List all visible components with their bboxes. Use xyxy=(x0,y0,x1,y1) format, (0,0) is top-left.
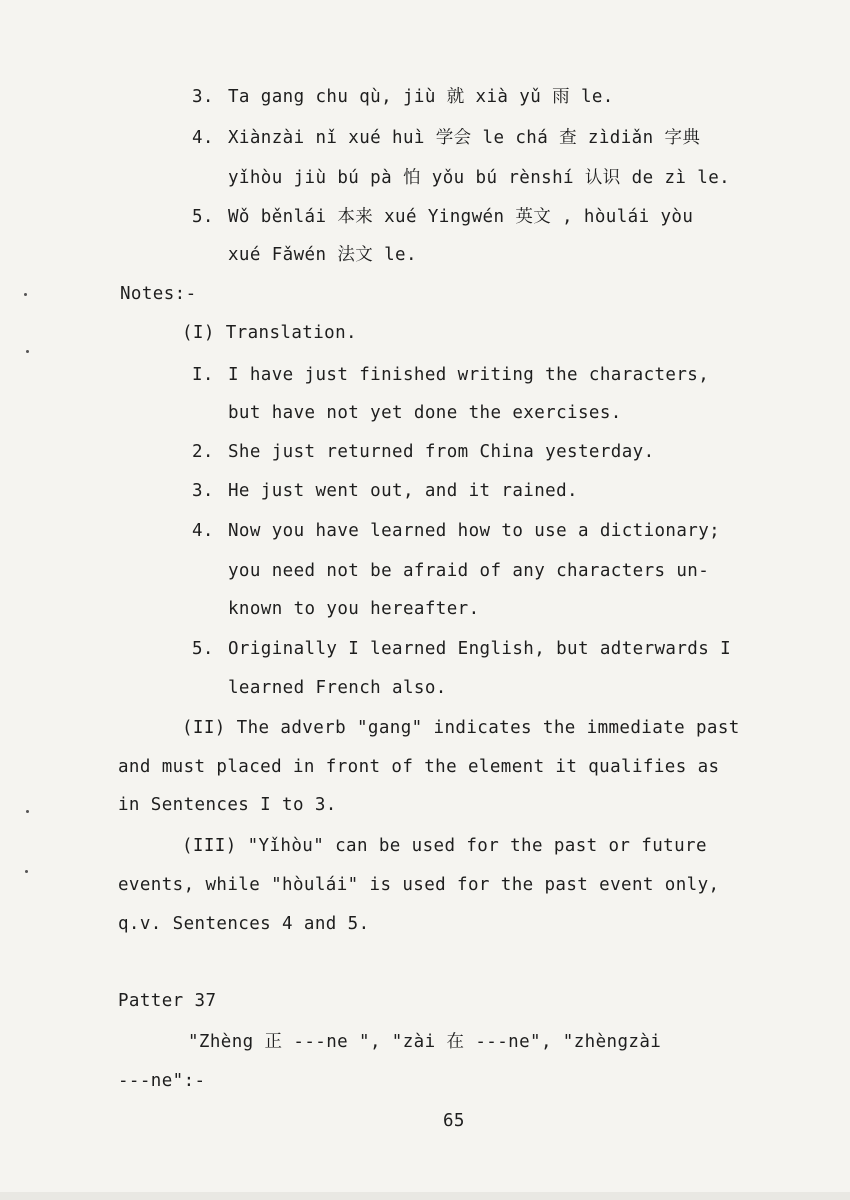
translation-text: Originally I learned English, but adterwards I xyxy=(228,639,732,659)
exercise-text: Ta gang chu qù, jiù 就 xià yǔ 雨 le. xyxy=(228,87,614,107)
exercise-text: Wǒ běnlái 本来 xué Yingwén 英文 , hòulái yòu xyxy=(228,207,694,227)
pattern-line: "Zhèng 正 ---ne ", "zài 在 ---ne", "zhèngzài xyxy=(188,1032,662,1052)
exercise-number: 5. xyxy=(192,207,214,227)
translation-text: She just returned from China yesterday. xyxy=(228,442,655,462)
translation-text: known to you hereafter. xyxy=(228,599,480,619)
translation-text: learned French also. xyxy=(228,678,447,698)
scan-speck xyxy=(26,350,29,353)
exercise-number: 3. xyxy=(192,87,214,107)
note-2-line: in Sentences I to 3. xyxy=(118,795,337,815)
translation-number: 5. xyxy=(192,639,214,659)
translation-number: 3. xyxy=(192,481,214,501)
exercise-line xyxy=(192,167,730,189)
translation-line xyxy=(192,638,731,660)
translation-text: Now you have learned how to use a dictionary; xyxy=(228,521,721,541)
notes-heading: Notes:- xyxy=(120,284,197,304)
translation-line xyxy=(192,402,622,424)
note-2-line: (II) The adverb "gang" indicates the immediate past xyxy=(182,718,740,738)
scan-speck xyxy=(25,870,28,873)
translation-line xyxy=(192,598,480,620)
translation-line xyxy=(192,364,709,386)
exercise-line xyxy=(192,244,417,266)
translation-number: 4. xyxy=(192,521,214,541)
exercise-text: xué Fǎwén 法文 le. xyxy=(228,245,417,265)
exercise-line xyxy=(192,86,614,108)
translation-line xyxy=(192,441,655,463)
scan-speck xyxy=(26,810,29,813)
scan-speck xyxy=(24,293,27,296)
note-3-line: q.v. Sentences 4 and 5. xyxy=(118,914,370,934)
note-3-line: events, while "hòulái" is used for the past event only, xyxy=(118,875,720,895)
page-number: 65 xyxy=(443,1111,465,1131)
exercise-text: yǐhòu jiù bú pà 怕 yǒu bú rènshí 认识 de zì le. xyxy=(228,168,731,188)
note-2-line: and must placed in front of the element it qualifies as xyxy=(118,757,720,777)
translation-line xyxy=(192,520,720,542)
translation-heading: (I) Translation. xyxy=(182,323,357,343)
exercise-number: 4. xyxy=(192,128,214,148)
translation-line xyxy=(192,560,709,582)
exercise-line xyxy=(192,127,700,149)
translation-text: He just went out, and it rained. xyxy=(228,481,578,501)
pattern-line: ---ne":- xyxy=(118,1071,206,1091)
translation-text: I have just finished writing the characters, xyxy=(228,365,710,385)
translation-line xyxy=(192,480,578,502)
exercise-line xyxy=(192,206,693,228)
translation-line xyxy=(192,677,447,699)
note-3-line: (III) "Yǐhòu" can be used for the past or future xyxy=(182,836,707,856)
exercise-text: Xiànzài nǐ xué huì 学会 le chá 查 zìdiǎn 字典 xyxy=(228,128,701,148)
pattern-heading: Patter 37 xyxy=(118,991,217,1011)
translation-text: but have not yet done the exercises. xyxy=(228,403,622,423)
translation-number: I. xyxy=(192,365,214,385)
page-bottom-edge xyxy=(0,1192,850,1200)
translation-text: you need not be afraid of any characters un- xyxy=(228,561,710,581)
translation-number: 2. xyxy=(192,442,214,462)
